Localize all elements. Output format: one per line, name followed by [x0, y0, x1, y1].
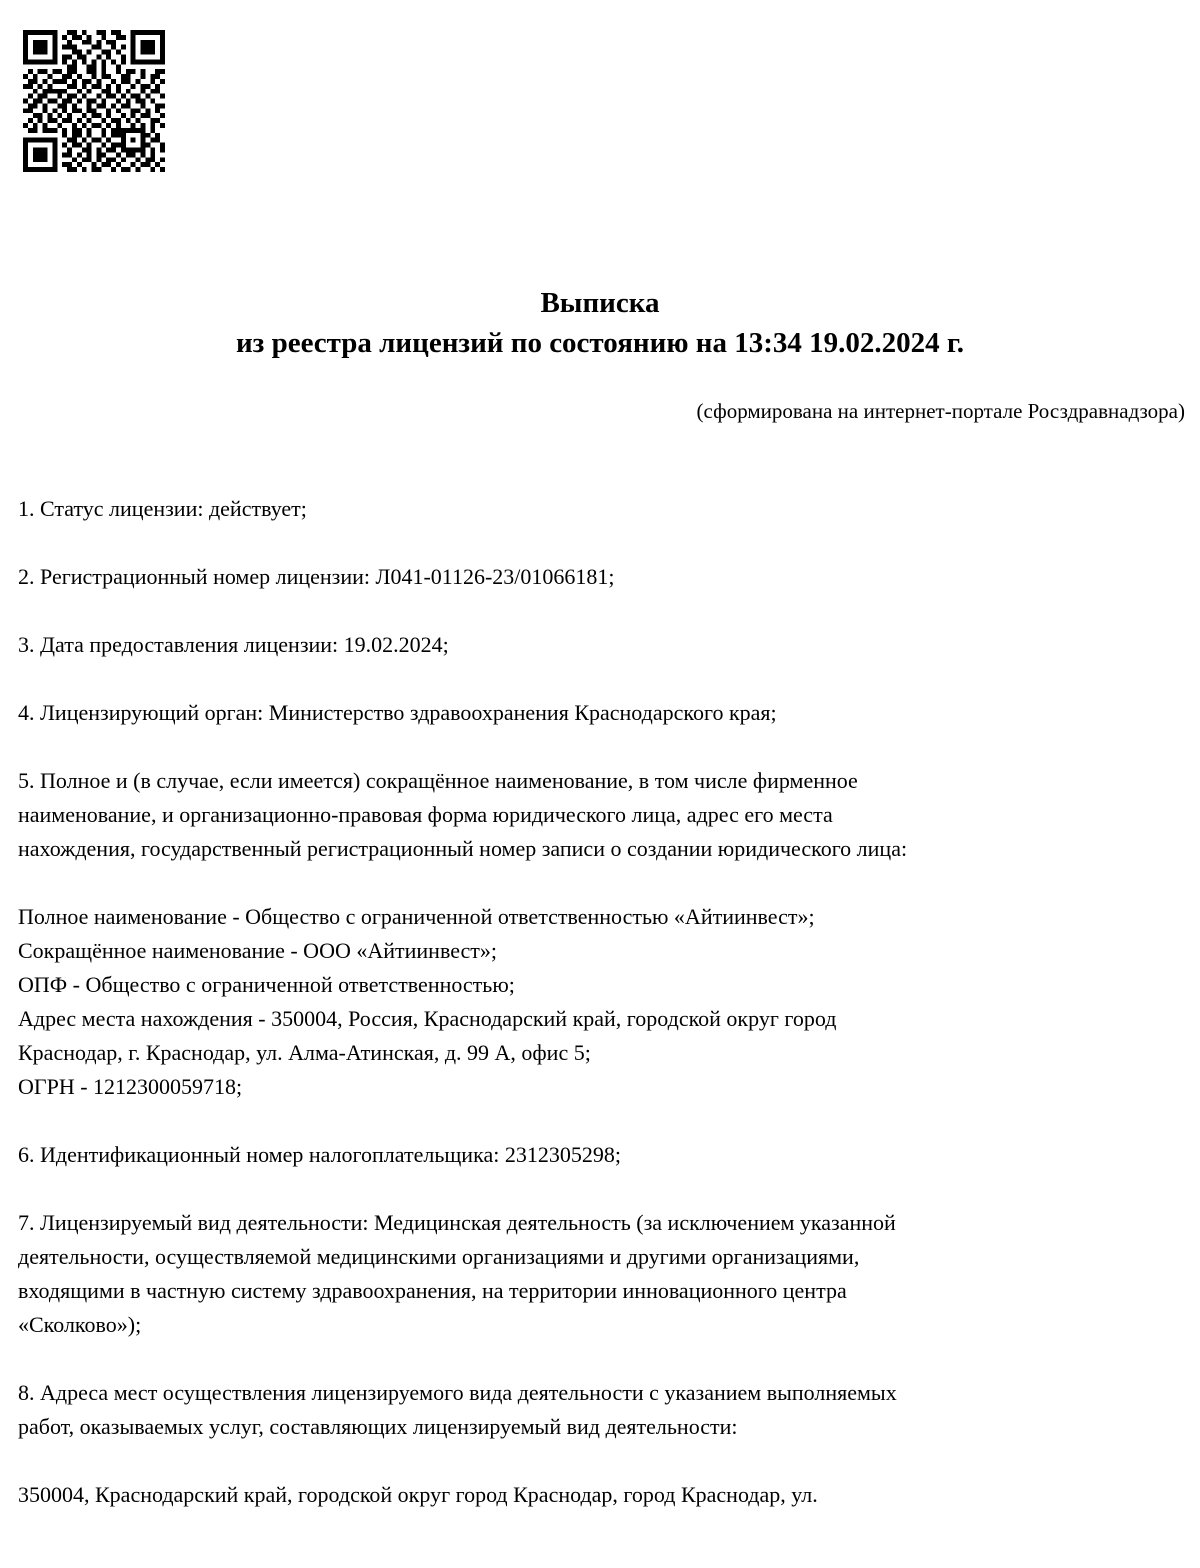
qr-code: [23, 30, 165, 172]
item-4-licensing-authority: [18, 696, 1190, 730]
paragraph-line: Адрес места нахождения - 350004, Россия, Краснодарский край, городской округ город: [18, 1006, 837, 1031]
item-7-licensed-activity: [18, 1206, 1190, 1342]
paragraph-line: 2. Регистрационный номер лицензии: Л041-01126-23/01066181;: [18, 564, 615, 589]
paragraph-line: работ, оказываемых услуг, составляющих лицензируемый вид деятельности:: [18, 1414, 738, 1439]
paragraph-line: 7. Лицензируемый вид деятельности: Медицинская деятельность (за исключением указанной: [18, 1210, 896, 1235]
paragraph-line: деятельности, осуществляемой медицинскими организациями и другими организациями,: [18, 1244, 860, 1269]
item-1-license-status: [18, 492, 1190, 526]
paragraph-line: входящими в частную систему здравоохранения, на территории инновационного центра: [18, 1278, 847, 1303]
item-3-grant-date: [18, 628, 1190, 662]
paragraph-line: 4. Лицензирующий орган: Министерство здравоохранения Краснодарского края;: [18, 700, 777, 725]
paragraph-line: 8. Адреса мест осуществления лицензируемого вида деятельности с указанием выполняемых: [18, 1380, 897, 1405]
paragraph-line: Полное наименование - Общество с ограниченной ответственностью «Айтиинвест»;: [18, 904, 815, 929]
page-title: [0, 283, 1200, 363]
paragraph-line: ОПФ - Общество с ограниченной ответственностью;: [18, 972, 515, 997]
paragraph-line: нахождения, государственный регистрационный номер записи о создании юридического лица:: [18, 836, 908, 861]
paragraph-line: 3. Дата предоставления лицензии: 19.02.2024;: [18, 632, 449, 657]
activity-address: [18, 1478, 1190, 1512]
subtitle-generated-note: (сформирована на интернет-портале Росздравнадзора): [696, 399, 1185, 423]
paragraph-line: 350004, Краснодарский край, городской округ город Краснодар, город Краснодар, ул.: [18, 1482, 818, 1507]
item-8-activity-addresses-heading: [18, 1376, 1190, 1444]
item-2-registration-number: [18, 560, 1190, 594]
document-body: [18, 492, 1190, 1512]
item-5-entity-name-heading: [18, 764, 1190, 866]
org-details: [18, 900, 1190, 1104]
page-title-line-2: из реестра лицензий по состоянию на 13:34 19.02.2024 г.: [235, 327, 965, 359]
paragraph-line: наименование, и организационно-правовая форма юридического лица, адрес его места: [18, 802, 833, 827]
paragraph-line: 6. Идентификационный номер налогоплательщика: 2312305298;: [18, 1142, 621, 1167]
paragraph-line: «Сколково»);: [18, 1312, 142, 1337]
paragraph-line: 1. Статус лицензии: действует;: [18, 496, 307, 521]
paragraph-line: Краснодар, г. Краснодар, ул. Алма-Атинская, д. 99 А, офис 5;: [18, 1040, 591, 1065]
paragraph-line: 5. Полное и (в случае, если имеется) сокращённое наименование, в том числе фирменное: [18, 768, 858, 793]
paragraph-line: Сокращённое наименование - ООО «Айтиинвест»;: [18, 938, 498, 963]
page-title-line-1: Выписка: [540, 287, 660, 319]
paragraph-line: ОГРН - 1212300059718;: [18, 1074, 243, 1099]
item-6-taxpayer-number: [18, 1138, 1190, 1172]
